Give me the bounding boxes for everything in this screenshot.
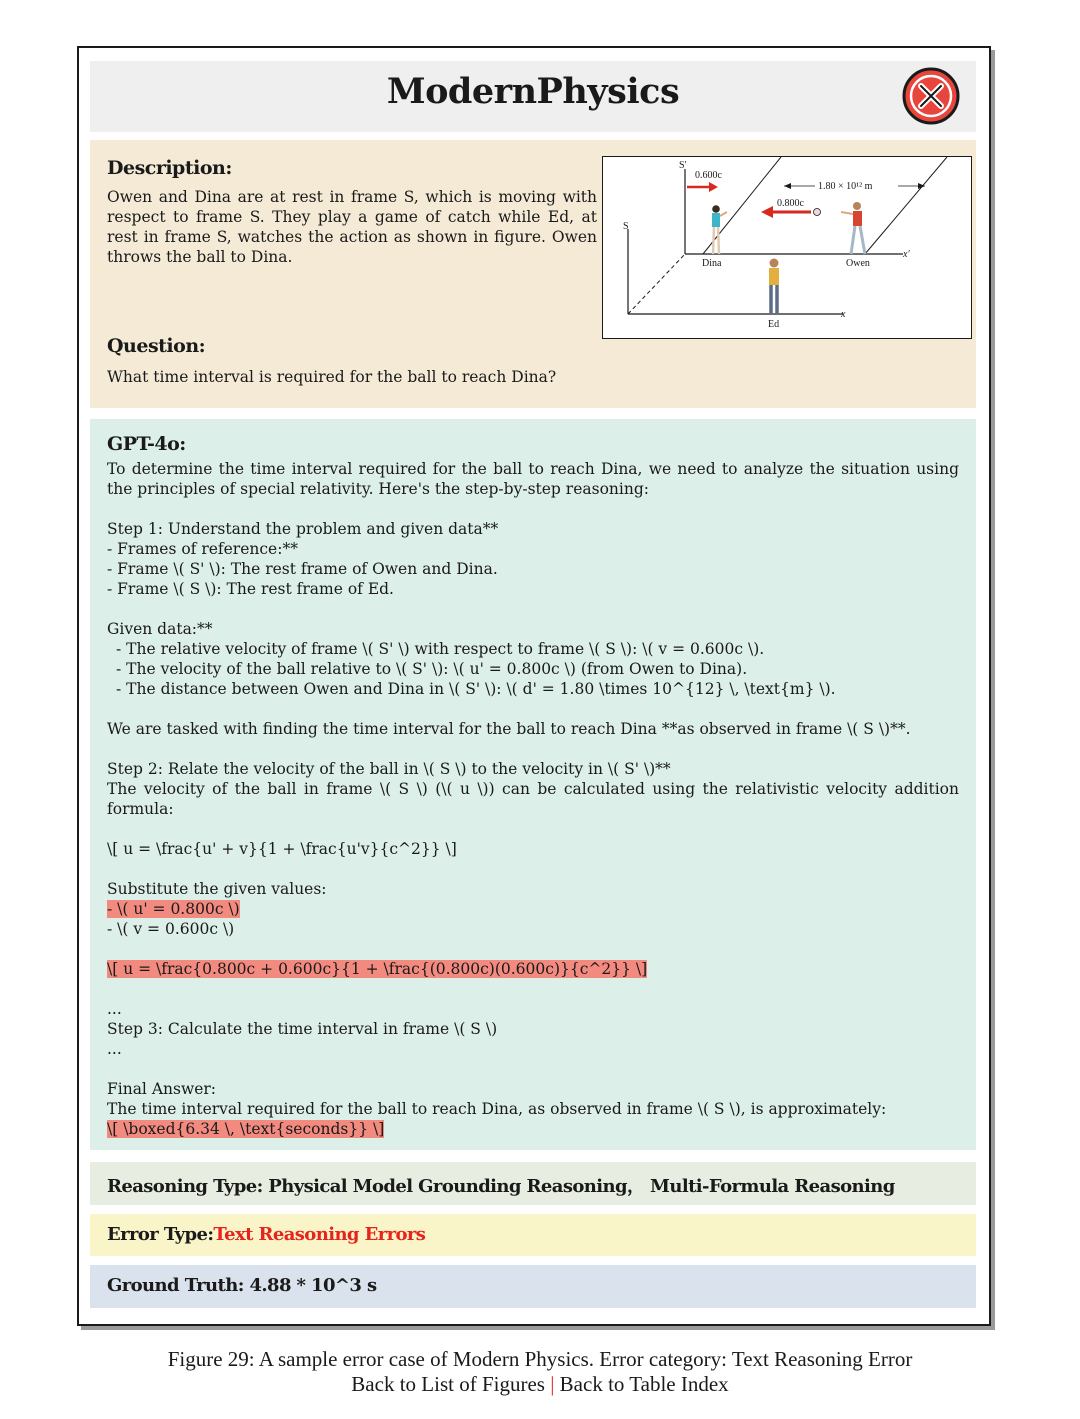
description-text: Owen and Dina are at rest in frame S, which is moving with respect to frame S. They play a game of catch while Ed, at rest in frame S, watches the action as shown in figure. Owen throws the ball to Dina. bbox=[107, 188, 597, 266]
frames-heading: - Frames of reference:** bbox=[107, 540, 298, 558]
x-axis-label: x bbox=[841, 309, 846, 320]
error-type-label: Error Type: bbox=[107, 1224, 214, 1245]
frame-s-label: S bbox=[623, 221, 629, 232]
velocity-formula: \[ u = \frac{u' + v}{1 + \frac{u'v}{c^2}} \] bbox=[107, 840, 457, 858]
highlighted-error: - \( u' = 0.800c \) bbox=[107, 900, 240, 918]
link-separator: | bbox=[550, 1372, 555, 1396]
figure-caption bbox=[0, 1347, 1080, 1397]
caption-links bbox=[0, 1372, 1080, 1397]
given-data-item: - The velocity of the ball relative to \( S' \): \( u' = 0.800c \) (from Owen to Dina). bbox=[116, 660, 748, 678]
given-data-heading: Given data:** bbox=[107, 620, 213, 638]
ellipsis: ... bbox=[107, 1000, 122, 1018]
x-prime-axis-label: x′ bbox=[903, 249, 910, 260]
distance-arrow-left bbox=[784, 183, 791, 189]
problem-figure bbox=[602, 156, 972, 339]
frame-velocity-arrow bbox=[709, 182, 718, 192]
error-type-row bbox=[107, 1224, 425, 1245]
page-title: ModernPhysics bbox=[386, 71, 680, 112]
step2-text: The velocity of the ball in frame \( S \) (\( u \)) can be calculated using the relativistic velocity addition formula: bbox=[107, 780, 959, 818]
ground-truth-panel bbox=[90, 1265, 976, 1308]
gpt-answer-panel bbox=[90, 419, 976, 1150]
highlighted-error: \[ u = \frac{0.800c + 0.600c}{1 + \frac{(0.800c)(0.600c)}{c^2}} \] bbox=[107, 960, 648, 978]
description-panel bbox=[90, 140, 976, 408]
gpt-response bbox=[107, 459, 959, 1139]
ground-truth-text: Ground Truth: 4.88 * 10^3 s bbox=[107, 1275, 377, 1296]
title-bar bbox=[90, 61, 976, 132]
given-data-item: - The relative velocity of frame \( S' \) with respect to frame \( S \): \( v = 0.600c \). bbox=[116, 640, 765, 658]
reasoning-type-panel bbox=[90, 1162, 976, 1205]
highlighted-error: \[ \boxed{6.34 \, \text{seconds}} \] bbox=[107, 1120, 385, 1138]
substitute-heading: Substitute the given values: bbox=[107, 880, 327, 898]
error-case-card bbox=[77, 46, 991, 1326]
error-type-panel bbox=[90, 1214, 976, 1256]
frame-s-prime-line: - Frame \( S' \): The rest frame of Owen and Dina. bbox=[107, 560, 498, 578]
substitute-item: - \( v = 0.600c \) bbox=[107, 920, 235, 938]
step2-heading: Step 2: Relate the velocity of the ball in \( S \) to the velocity in \( S' \)** bbox=[107, 760, 671, 778]
task-statement: We are tasked with finding the time interval for the ball to reach Dina **as observed in frame \( S \)**. bbox=[107, 720, 911, 738]
frame-s-line: - Frame \( S \): The rest frame of Ed. bbox=[107, 580, 394, 598]
ball-velocity-arrow bbox=[761, 206, 773, 218]
caption-text: Figure 29: A sample error case of Modern Physics. Error category: Text Reasoning Error bbox=[167, 1347, 913, 1371]
given-data-item: - The distance between Owen and Dina in \( S' \): \( d' = 1.80 \times 10^{12} \, \text{m} \). bbox=[116, 680, 836, 698]
description-heading: Description: bbox=[107, 157, 232, 179]
back-to-figures-link[interactable]: Back to List of Figures bbox=[351, 1372, 545, 1396]
final-answer-heading: Final Answer: bbox=[107, 1080, 217, 1098]
frame-s-prime-label: S′ bbox=[679, 160, 687, 171]
final-answer-text: The time interval required for the ball to reach Dina, as observed in frame \( S \), is approximately: bbox=[107, 1100, 887, 1118]
ellipsis: ... bbox=[107, 1040, 122, 1058]
gpt-intro: To determine the time interval required for the ball to reach Dina, we need to analyze the situation using the principles of special relativity. Here's the step-by-step reasoning: bbox=[107, 460, 959, 498]
step1-heading: Step 1: Understand the problem and given data** bbox=[107, 520, 499, 538]
question-heading: Question: bbox=[107, 335, 206, 357]
ball-velocity-label: 0.800c bbox=[777, 198, 804, 209]
dina-label: Dina bbox=[702, 258, 722, 269]
ed-label: Ed bbox=[768, 319, 780, 330]
frame-velocity-label: 0.600c bbox=[695, 170, 722, 181]
error-type-value: Text Reasoning Errors bbox=[213, 1224, 426, 1245]
owen-figure bbox=[841, 202, 865, 254]
slant-line-right bbox=[865, 157, 947, 254]
back-to-tables-link[interactable]: Back to Table Index bbox=[559, 1372, 729, 1396]
dashed-link bbox=[628, 254, 685, 314]
dina-figure bbox=[712, 205, 727, 254]
ball bbox=[814, 209, 821, 216]
distance-label: 1.80 × 10¹² m bbox=[818, 181, 873, 192]
gpt-heading: GPT-4o: bbox=[107, 433, 186, 455]
reasoning-type-text: Reasoning Type: Physical Model Grounding Reasoning， Multi-Formula Reasoning bbox=[107, 1176, 895, 1197]
step3-heading: Step 3: Calculate the time interval in frame \( S \) bbox=[107, 1020, 498, 1038]
owen-label: Owen bbox=[846, 258, 870, 269]
question-text: What time interval is required for the ball to reach Dina? bbox=[107, 368, 557, 386]
close-x-circle-icon bbox=[902, 67, 960, 125]
ed-figure bbox=[769, 259, 779, 314]
